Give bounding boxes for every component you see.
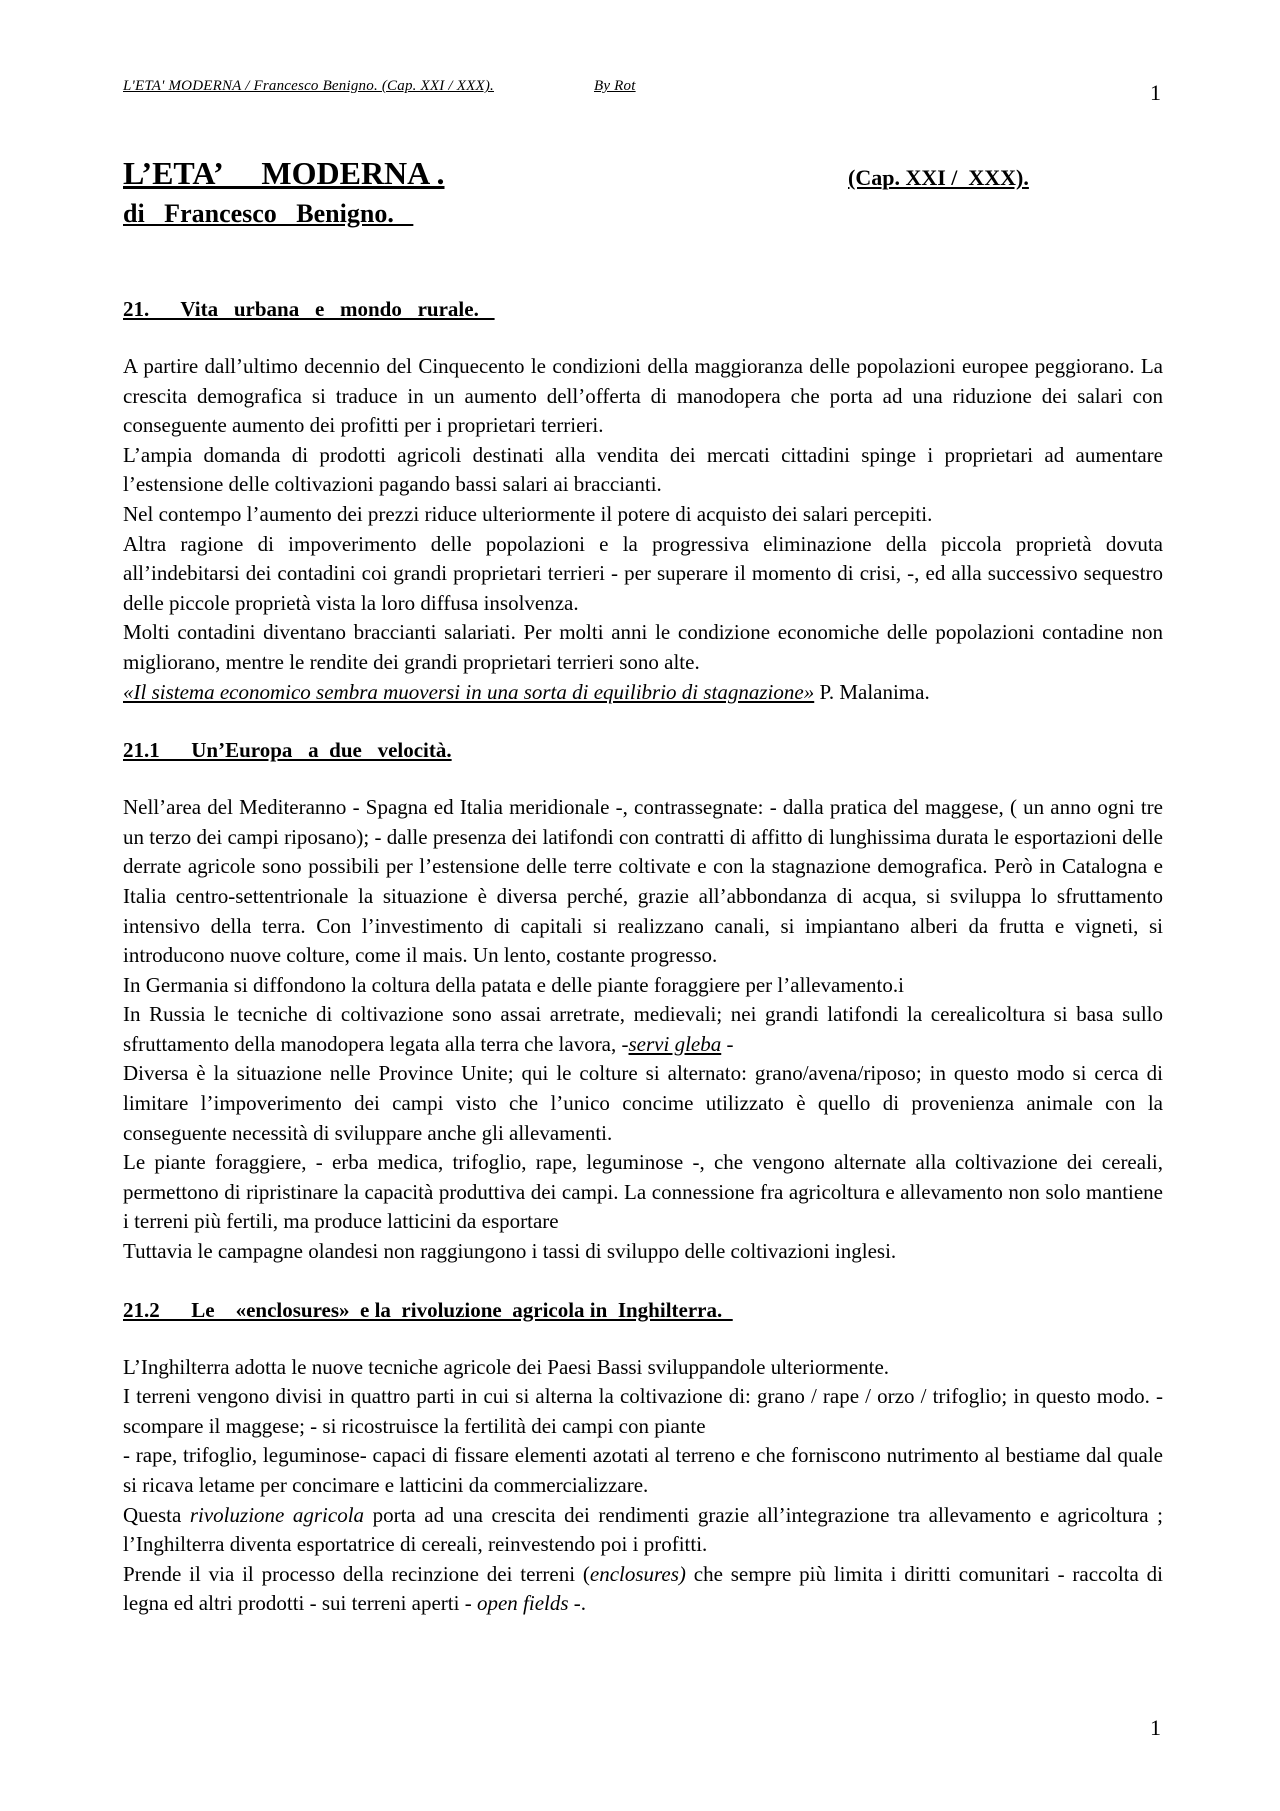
paragraph-text: Questa	[123, 1502, 190, 1527]
paragraph-text: porta ad una crescita dei rendimenti grazie all’integrazione tra allevamento e agricoltura ; l’Inghilterra diventa esportatrice di cereali, reinvestendo poi i profitti.	[123, 1502, 1164, 1557]
paragraph-text: Prende il via il processo della recinzione dei terreni (	[123, 1561, 590, 1586]
emphasis-open-fields: open fields	[476, 1591, 569, 1616]
emphasis-enclosures: enclosures)	[589, 1561, 686, 1586]
quote-line	[123, 678, 1163, 708]
paragraph: L’ampia domanda di prodotti agricoli destinati alla vendita dei mercati cittadini spinge i proprietari ad aumentare l’estensione delle coltivazioni pagando bassi salari ai braccianti.	[123, 442, 1163, 497]
paragraph: In Germania si diffondono la coltura della patata e delle piante foraggiere per l’allevamento.i	[123, 972, 904, 997]
page-number-bottom: 1	[1150, 1715, 1161, 1740]
chapter-range: (Cap. XXI / XXX).	[848, 165, 1029, 190]
paragraph: I terreni vengono divisi in quattro parti in cui si alterna la coltivazione di: grano / rape / orzo / trifoglio; in questo modo. - scompare il maggese; - si ricostruisce la fertilità dei campi con piante	[123, 1384, 1163, 1438]
emphasis-servi-gleba: servi gleba	[628, 1031, 722, 1056]
paragraph: Nell’area del Mediteranno - Spagna ed Italia meridionale -, contrassegnate: - dalla pratica del maggese, ( un anno ogni tre un terzo dei campi riposano); - dalle presenza dei latifondi con contratti di affitto di lunghissima durata le esportazioni delle derrate agricole sono possibili per l’estensione delle terre coltivate e con la stagnazione demografica. Però in Catalogna e Italia centro-settentrionale la situazione è diversa perché, grazie all’abbondanza di acqua, si sviluppa lo sfruttamento intensivo della terra. Con l’investimento di capitali si realizzano canali, si impiantano alberi da frutta e vigneti, si introducono nuove colture, come il mais. Un lento, costante progresso.	[123, 795, 1163, 968]
page-number-top: 1	[1150, 80, 1161, 105]
paragraph-text: che sempre più limita i diritti comunitari - raccolta di legna ed altri prodotti - sui terreni aperti -	[123, 1561, 1163, 1616]
section-title-21: 21. Vita urbana e mondo rurale.	[123, 297, 495, 321]
emphasis-rivoluzione-agricola: rivoluzione agricola	[189, 1502, 365, 1527]
section-title-21-2: 21.2 Le «enclosures» e la rivoluzione agricola in Inghilterra.	[123, 1297, 733, 1322]
paragraph: Diversa è la situazione nelle Province Unite; qui le colture si alternato: grano/avena/riposo; in questo modo si cerca di limitare l’impoverimento dei campi visto che l’unico concime utilizzato è quello di provenienza animale con la conseguente necessità di sviluppare anche gli allevamenti.	[123, 1061, 1163, 1145]
paragraph	[123, 1000, 1163, 1059]
paragraph: - rape, trifoglio, leguminose- capaci di fissare elementi azotati al terreno e che forniscono nutrimento al bestiame dal quale si ricava letame per concimare e latticini da commercializzare.	[123, 1443, 1163, 1497]
author-line: di Francesco Benigno.	[123, 199, 414, 228]
quote-author: P. Malanima.	[819, 679, 930, 704]
quote-text: «Il sistema economico sembra muoversi in una sorta di equilibrio di stagnazione»	[123, 679, 815, 704]
paragraph: L’Inghilterra adotta le nuove tecniche agricole dei Paesi Bassi sviluppandole ulteriormente.	[123, 1354, 890, 1379]
paragraph	[123, 1560, 1163, 1619]
paragraph: Altra ragione di impoverimento delle popolazioni e la progressiva eliminazione della piccola proprietà dovuta all’indebitarsi dei contadini coi grandi proprietari terrieri - per superare il momento di crisi, -, ed alla successivo sequestro delle piccole proprietà vista la loro diffusa insolvenza.	[123, 531, 1163, 615]
paragraph-text: -	[721, 1031, 734, 1056]
paragraph-text: In Russia le tecniche di coltivazione sono assai arretrate, medievali; nei grandi latifondi la cerealicoltura si basa sullo sfruttamento della manodopera legata alla terra che lavora, -	[123, 1002, 1163, 1056]
paragraph: Le piante foraggiere, - erba medica, trifoglio, rape, leguminose -, che vengono alternate alla coltivazione dei cereali, permettono di ripristinare la capacità produttiva dei campi. La connessione fra agricoltura e allevamento non solo mantiene i terreni più fertili, ma produce latticini da esportare	[123, 1150, 1163, 1234]
paragraph: A partire dall’ultimo decennio del Cinquecento le condizioni della maggioranza delle popolazioni europee peggiorano. La crescita demografica si traduce in un aumento dell’offerta di manodopera che porta ad una riduzione dei salari con conseguente aumento dei profitti per i proprietari terrieri.	[123, 354, 1163, 438]
paragraph: Tuttavia le campagne olandesi non raggiungono i tassi di sviluppo delle coltivazioni inglesi.	[123, 1239, 897, 1264]
paragraph	[123, 1501, 1163, 1560]
paragraph-text: -.	[568, 1591, 587, 1616]
paragraph: Nel contempo l’aumento dei prezzi riduce ulteriormente il potere di acquisto dei salari percepiti.	[123, 501, 933, 526]
page-title: L’ETA’ MODERNA .	[123, 155, 445, 191]
document-body	[123, 296, 1163, 1619]
section-title-21-1: 21.1 Un’Europa a due velocità.	[123, 738, 452, 763]
title-row	[123, 155, 1063, 195]
running-head-by: By Rot	[593, 78, 636, 94]
running-header	[123, 78, 636, 95]
running-head-title: L'ETA' MODERNA / Francesco Benigno. (Cap. XXI / XXX).	[123, 78, 494, 94]
paragraph: Molti contadini diventano braccianti salariati. Per molti anni le condizione economiche delle popolazioni contadine non migliorano, mentre le rendite dei grandi proprietari terrieri sono alte.	[123, 620, 1163, 674]
